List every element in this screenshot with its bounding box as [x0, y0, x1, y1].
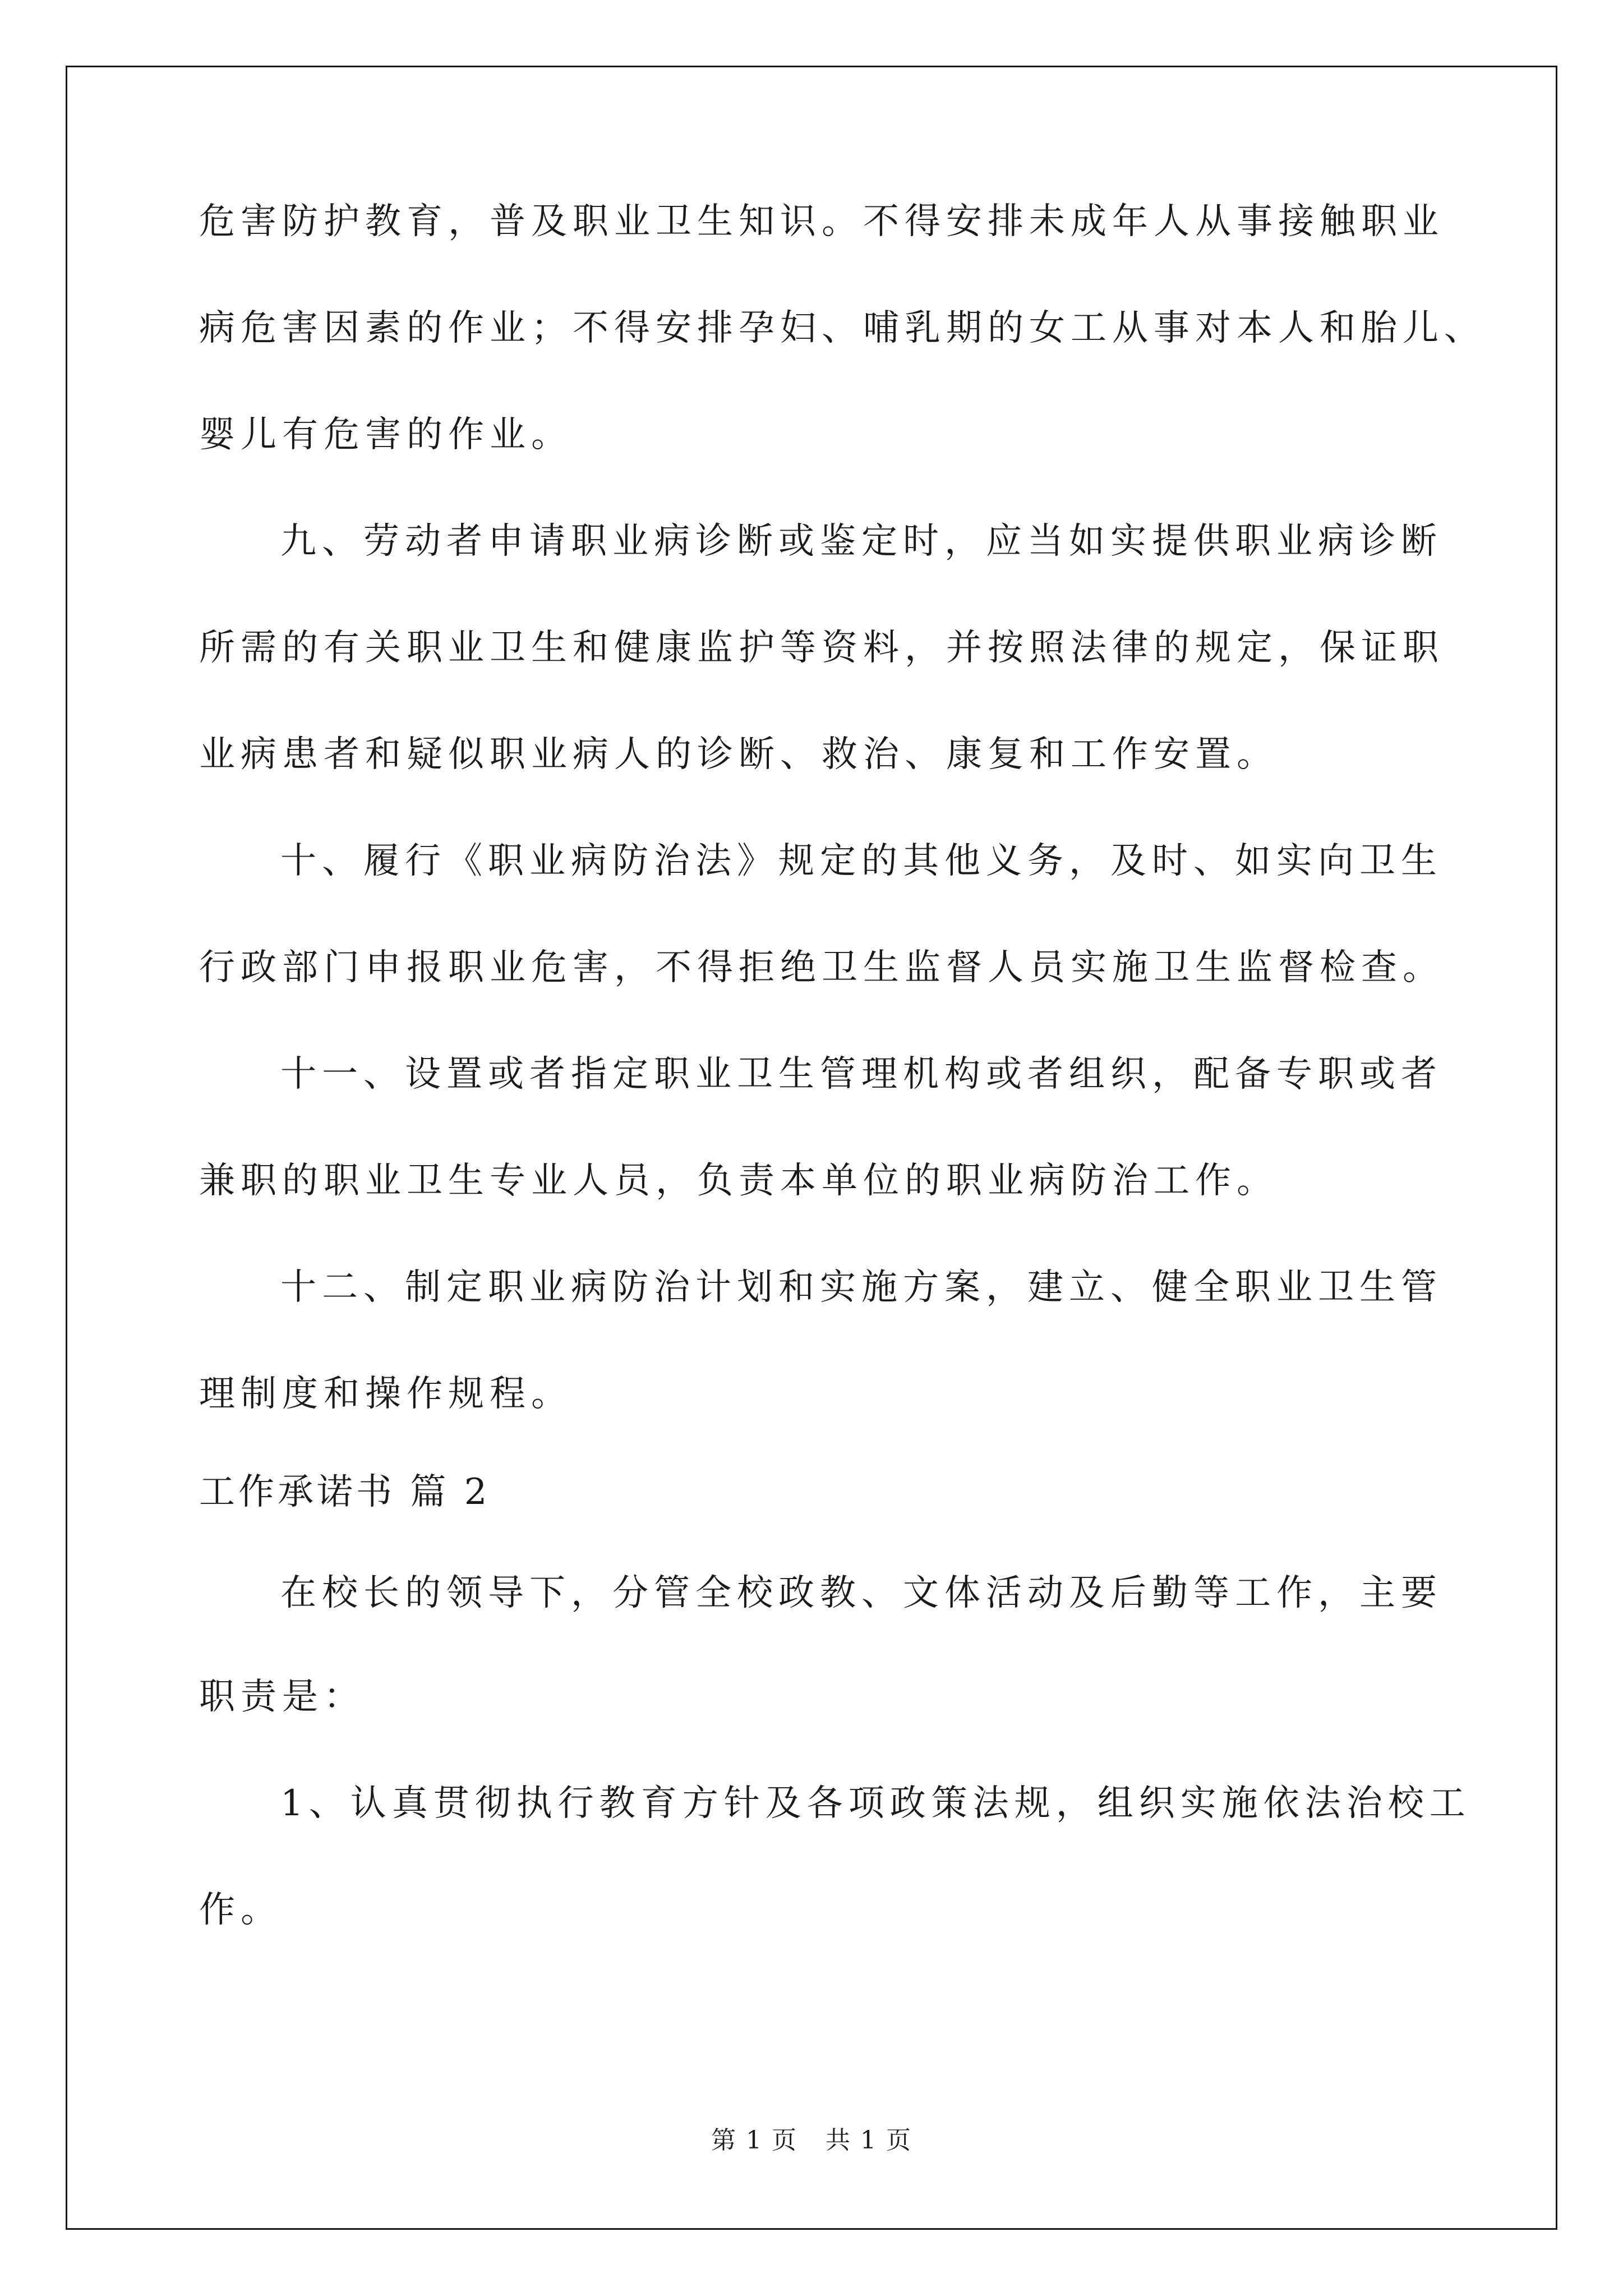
paragraph-first-line: 十、履行《职业病防治法》规定的其他义务，及时、如实向卫生 — [280, 840, 1442, 882]
text-line: 作。 — [199, 1889, 282, 1931]
paragraph-first-line: 十一、设置或者指定职业卫生管理机构或者组织，配备专职或者 — [280, 1053, 1442, 1095]
text-line: 业病患者和疑似职业病人的诊断、救治、康复和工作安置。 — [199, 734, 1278, 775]
text-line: 行政部门申报职业危害，不得拒绝卫生监督人员实施卫生监督检查。 — [199, 947, 1444, 988]
paragraph-first-line: 1、认真贯彻执行教育方针及各项政策法规，组织实施依法治校工 — [280, 1783, 1471, 1824]
text-line: 危害防护教育，普及职业卫生知识。不得安排未成年人从事接触职业 — [199, 201, 1444, 242]
section-heading: 工作承诺书 篇 2 — [199, 1471, 491, 1513]
text-line: 所需的有关职业卫生和健康监护等资料，并按照法律的规定，保证职 — [199, 627, 1444, 669]
paragraph-first-line: 九、劳动者申请职业病诊断或鉴定时，应当如实提供职业病诊断 — [280, 521, 1442, 562]
text-line: 兼职的职业卫生专业人员，负责本单位的职业病防治工作。 — [199, 1160, 1278, 1202]
page-footer — [0, 2125, 1623, 2156]
text-line: 病危害因素的作业；不得安排孕妇、哺乳期的女工从事对本人和胎儿、 — [199, 307, 1486, 349]
page-border — [66, 66, 1557, 2230]
text-line: 理制度和操作规程。 — [199, 1373, 573, 1415]
page-number: 第 1 页 — [711, 2126, 797, 2155]
text-line: 职责是： — [199, 1676, 365, 1718]
paragraph-first-line: 十二、制定职业病防治计划和实施方案，建立、健全职业卫生管 — [280, 1267, 1442, 1308]
text-line: 婴儿有危害的作业。 — [199, 414, 573, 455]
page-total: 共 1 页 — [826, 2126, 912, 2155]
paragraph-first-line: 在校长的领导下，分管全校政教、文体活动及后勤等工作，主要 — [280, 1572, 1442, 1614]
